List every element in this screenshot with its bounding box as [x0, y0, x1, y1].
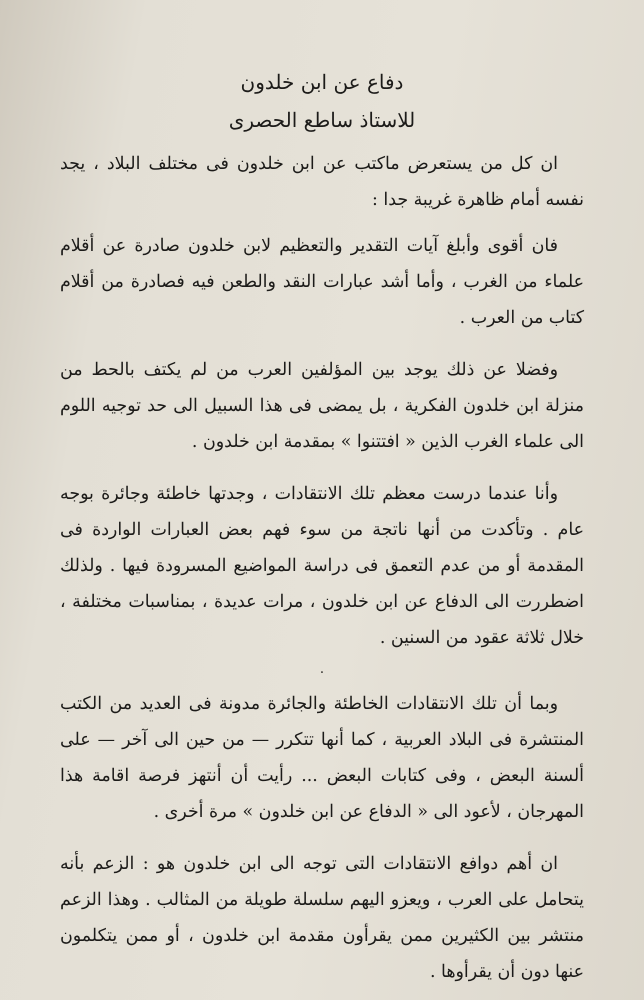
paragraph-2: فان أقوى وأبلغ آيات التقدير والتعظيم لابن خلدون صادرة عن أقلام علماء من الغرب ، وأما أشد عبارات النقد والطعن فيه فصادرة من أقلام كتاب من العرب . — [60, 236, 584, 328]
article-title: دفاع عن ابن خلدون — [240, 70, 404, 94]
paragraph-6: ان أهم دوافع الانتقادات التى توجه الى ابن خلدون هو : الزعم بأنه يتحامل على العرب ، ويعزو اليهم سلسلة طويلة من المثالب . وهذا الزعم منتشر بين الكثيرين ممن يقرأون مقدمة ابن خلدون ، أو ممن يتكلمون عنها دون أن يقرأوها . — [60, 854, 584, 982]
paragraph-3: وفضلا عن ذلك يوجد بين المؤلفين العرب من لم يكتف بالحط من منزلة ابن خلدون الفكرية ، بل يمضى فى هذا السبيل الى حد توجيه اللوم الى علماء الغرب الذين « افتتنوا » بمقدمة ابن خلدون . — [60, 360, 584, 452]
article-author: للاستاذ ساطع الحصرى — [228, 108, 416, 132]
paragraph-5: وبما أن تلك الانتقادات الخاطئة والجائرة مدونة فى العديد من الكتب المنتشرة فى البلاد العربية ، كما أنها تتكرر — من حين الى آخر — على ألسنة البعض ، وفى كتابات البعض ... رأيت أن أنتهز فرصة اقامة هذا المهرجان ، لأعود الى « الدفاع عن ابن خلدون » مرة أخرى . — [60, 694, 584, 822]
paragraph-4: وأنا عندما درست معظم تلك الانتقادات ، وجدتها خاطئة وجائرة بوجه عام . وتأكدت من أنها ناتجة من سوء فهم بعض العبارات الواردة فى المقدمة أو من عدم التعمق فى دراسة المواضيع المسرودة فيها . ولذلك اضطررت الى الدفاع عن ابن خلدون ، مرات عديدة ، بمناسبات مختلفة ، خلال ثلاثة عقود من السنين . — [60, 484, 584, 648]
paragraph-1: ان كل من يستعرض ماكتب عن ابن خلدون فى مختلف البلاد ، يجد نفسه أمام ظاهرة غريبة جدا : — [60, 154, 584, 210]
section-divider: · — [319, 665, 325, 681]
